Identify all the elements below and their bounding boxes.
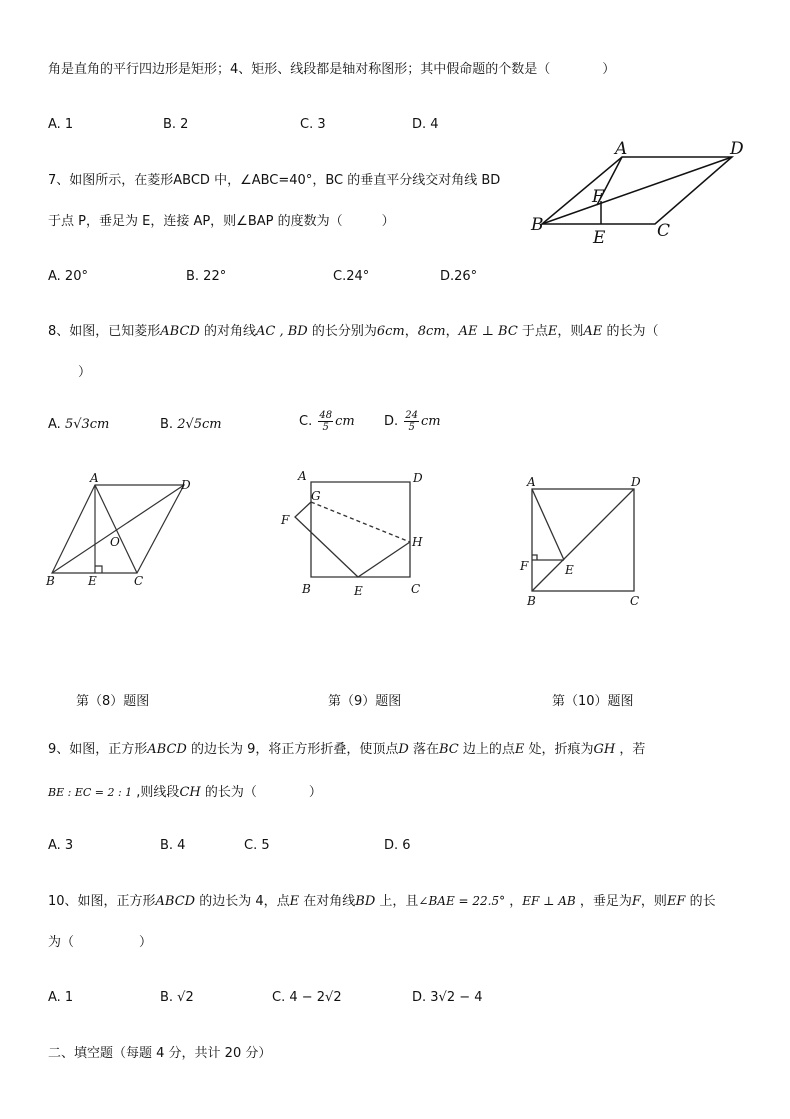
q9-bc: BC bbox=[438, 742, 459, 757]
fig10-label-e: E bbox=[565, 563, 574, 577]
q10-e: E bbox=[289, 894, 300, 909]
q10-text-e: ， bbox=[505, 894, 523, 909]
q9-text-c: 落在 bbox=[408, 742, 439, 757]
q8-option-b bbox=[160, 416, 222, 434]
q8-text-a: 8、如图，已知菱形 bbox=[48, 324, 161, 339]
q9-text-f: ，若 bbox=[615, 742, 646, 757]
fig8-right-angle-mark bbox=[95, 566, 102, 573]
q9-text-e: 处，折痕为 bbox=[524, 742, 594, 757]
q10-ef: EF bbox=[666, 894, 686, 909]
q8-comma1: ， bbox=[404, 324, 418, 339]
fig9-label-e: E bbox=[354, 584, 363, 598]
figure-10 bbox=[515, 472, 655, 612]
q9-option-a: A. 3 bbox=[48, 838, 74, 853]
q8-text-f: 的长为（ bbox=[602, 324, 659, 339]
q8-text-d: 于点 bbox=[517, 324, 548, 339]
q10-angle: ∠BAE = 22.5° bbox=[418, 894, 506, 908]
fig10-label-c: C bbox=[630, 594, 640, 608]
fig10-label-d: D bbox=[631, 475, 641, 489]
q7-label-d: D bbox=[730, 139, 744, 159]
q8-option-d-num: 24 bbox=[405, 410, 419, 421]
fig10-diagonal-bd bbox=[532, 489, 634, 591]
q8-stem-line2: ） bbox=[78, 365, 92, 380]
fig9-folded-flap bbox=[295, 502, 410, 577]
q9-e: E bbox=[514, 742, 525, 757]
fig10-label-b: B bbox=[527, 594, 536, 608]
q8-comma2: ， bbox=[445, 324, 459, 339]
q10-stem-line2: 为（ ） bbox=[48, 935, 153, 950]
q8-option-d-label: D. bbox=[384, 414, 399, 429]
q8-six: 6cm bbox=[376, 324, 405, 339]
q7-label-f: F bbox=[592, 187, 604, 207]
q8-text-c: 的长分别为 bbox=[307, 324, 377, 339]
figure-8 bbox=[40, 470, 210, 600]
fig10-segment-ae bbox=[532, 489, 564, 560]
fig9-label-h: H bbox=[412, 535, 423, 549]
q6-option-a: A. 1 bbox=[48, 117, 74, 132]
fig9-label-c: C bbox=[411, 582, 421, 596]
q9-stem-line1 bbox=[48, 741, 645, 759]
q7-label-e: E bbox=[593, 228, 606, 248]
fig9-label-g: G bbox=[311, 489, 321, 503]
q9-abcd: ABCD bbox=[147, 742, 187, 757]
q10-perp: EF ⊥ AB bbox=[522, 894, 576, 908]
caption-fig8: 第（8）题图 bbox=[76, 694, 150, 709]
q10-f: F bbox=[631, 894, 641, 909]
q9-text-g: ,则线段 bbox=[132, 785, 180, 800]
fig9-label-f: F bbox=[281, 513, 290, 527]
q8-option-a bbox=[48, 416, 109, 434]
q9-ratio: BE : EC = 2 : 1 bbox=[48, 786, 133, 799]
q8-option-c-num: 48 bbox=[319, 410, 333, 421]
q10-text-g: ，则 bbox=[640, 894, 667, 909]
q10-text-h: 的长 bbox=[685, 894, 716, 909]
section2-title: 二、填空题（每题 4 分，共计 20 分） bbox=[48, 1046, 272, 1061]
q8-option-c bbox=[299, 410, 355, 433]
fig10-right-angle-mark bbox=[532, 555, 537, 560]
intro-text: 角是直角的平行四边形是矩形；4、矩形、线段都是轴对称图形；其中假命题的个数是（ ） bbox=[48, 62, 616, 77]
q9-text-b: 的边长为 9，将正方形折叠，使顶点 bbox=[186, 742, 399, 757]
q10-text-a: 10、如图，正方形 bbox=[48, 894, 156, 909]
q10-text-b: 的边长为 4，点 bbox=[195, 894, 290, 909]
q6-option-d: D. 4 bbox=[412, 117, 439, 132]
q8-ac-bd: AC , BD bbox=[255, 324, 308, 339]
fig9-square-left-top-right bbox=[311, 482, 410, 542]
fig9-fold-crease-gh bbox=[311, 502, 410, 542]
q8-ae: AE bbox=[583, 324, 603, 339]
fig8-label-o: O bbox=[110, 535, 120, 549]
q8-option-c-fraction bbox=[318, 410, 333, 433]
fig9-square-bottom-right bbox=[311, 502, 410, 577]
fig8-label-c: C bbox=[134, 574, 144, 588]
q7-option-a: A. 20° bbox=[48, 269, 88, 284]
q7-option-c: C.24° bbox=[333, 269, 370, 284]
q7-option-d: D.26° bbox=[440, 269, 478, 284]
q9-option-d: D. 6 bbox=[384, 838, 411, 853]
fig10-label-f: F bbox=[520, 559, 529, 573]
fig8-diagonal-ac bbox=[95, 485, 137, 573]
q8-option-a-label: A. bbox=[48, 417, 61, 432]
q8-option-c-den: 5 bbox=[322, 422, 329, 433]
q8-option-a-value: 5√3cm bbox=[64, 417, 110, 432]
q10-option-a: A. 1 bbox=[48, 990, 74, 1005]
q10-stem-line1 bbox=[48, 892, 716, 911]
fig8-label-a: A bbox=[90, 471, 99, 485]
q10-option-b: B. √2 bbox=[160, 990, 194, 1005]
q8-option-c-unit: cm bbox=[335, 414, 355, 429]
q8-option-d bbox=[384, 410, 441, 433]
q8-option-c-label: C. bbox=[299, 414, 313, 429]
q9-ch: CH bbox=[179, 785, 201, 800]
q7-figure bbox=[525, 135, 755, 250]
q8-perp: AE ⊥ BC bbox=[458, 324, 518, 339]
q9-option-c: C. 5 bbox=[244, 838, 270, 853]
q7-label-b: B bbox=[531, 215, 544, 235]
fig9-label-d: D bbox=[413, 471, 423, 485]
q9-d: D bbox=[398, 742, 409, 757]
q8-option-d-fraction bbox=[404, 410, 419, 433]
caption-fig9: 第（9）题图 bbox=[328, 694, 402, 709]
fig8-label-d: D bbox=[181, 478, 191, 492]
q8-abcd: ABCD bbox=[160, 324, 200, 339]
q8-text-b: 的对角线 bbox=[199, 324, 256, 339]
q9-gh: GH bbox=[593, 742, 616, 757]
fig8-diagonal-bd bbox=[52, 485, 184, 573]
fig8-label-e: E bbox=[88, 574, 97, 588]
q7-diagonal-bd bbox=[542, 157, 732, 224]
figure-9 bbox=[275, 465, 435, 605]
fig9-label-a: A bbox=[298, 469, 307, 483]
q10-option-d: D. 3√2 − 4 bbox=[412, 990, 483, 1005]
q8-text-e: ，则 bbox=[557, 324, 584, 339]
q10-text-f: ，垂足为 bbox=[575, 894, 632, 909]
q8-option-b-value: 2√5cm bbox=[177, 417, 222, 432]
fig8-label-b: B bbox=[46, 574, 55, 588]
q10-abcd: ABCD bbox=[155, 894, 196, 909]
q8-option-d-unit: cm bbox=[421, 414, 441, 429]
q10-text-d: 上，且 bbox=[375, 894, 419, 909]
caption-fig10: 第（10）题图 bbox=[552, 694, 634, 709]
fig9-label-b: B bbox=[302, 582, 311, 596]
q10-bd: BD bbox=[355, 894, 376, 909]
q6-option-c: C. 3 bbox=[300, 117, 326, 132]
q7-label-c: C bbox=[657, 221, 671, 241]
q7-stem-line1: 7、如图所示，在菱形ABCD 中，∠ABC=40°，BC 的垂直平分线交对角线 BD bbox=[48, 173, 501, 188]
q9-text-d: 边上的点 bbox=[458, 742, 515, 757]
q10-text-c: 在对角线 bbox=[299, 894, 356, 909]
q7-stem-line2: 于点 P，垂足为 E，连接 AP，则∠BAP 的度数为（ ） bbox=[48, 214, 395, 229]
q10-option-c: C. 4 − 2√2 bbox=[272, 990, 342, 1005]
q9-text-h: 的长为（ ） bbox=[200, 785, 322, 800]
q8-eight: 8cm bbox=[417, 324, 446, 339]
q6-option-b: B. 2 bbox=[163, 117, 189, 132]
q9-option-b: B. 4 bbox=[160, 838, 186, 853]
fig10-label-a: A bbox=[527, 475, 536, 489]
q9-text-a: 9、如图，正方形 bbox=[48, 742, 148, 757]
q7-option-b: B. 22° bbox=[186, 269, 227, 284]
q8-stem-line1 bbox=[48, 323, 658, 341]
q8-option-d-den: 5 bbox=[408, 422, 415, 433]
q7-label-a: A bbox=[615, 139, 628, 159]
q8-e: E bbox=[547, 324, 558, 339]
q8-option-b-label: B. bbox=[160, 417, 174, 432]
q9-stem-line2 bbox=[48, 784, 322, 802]
